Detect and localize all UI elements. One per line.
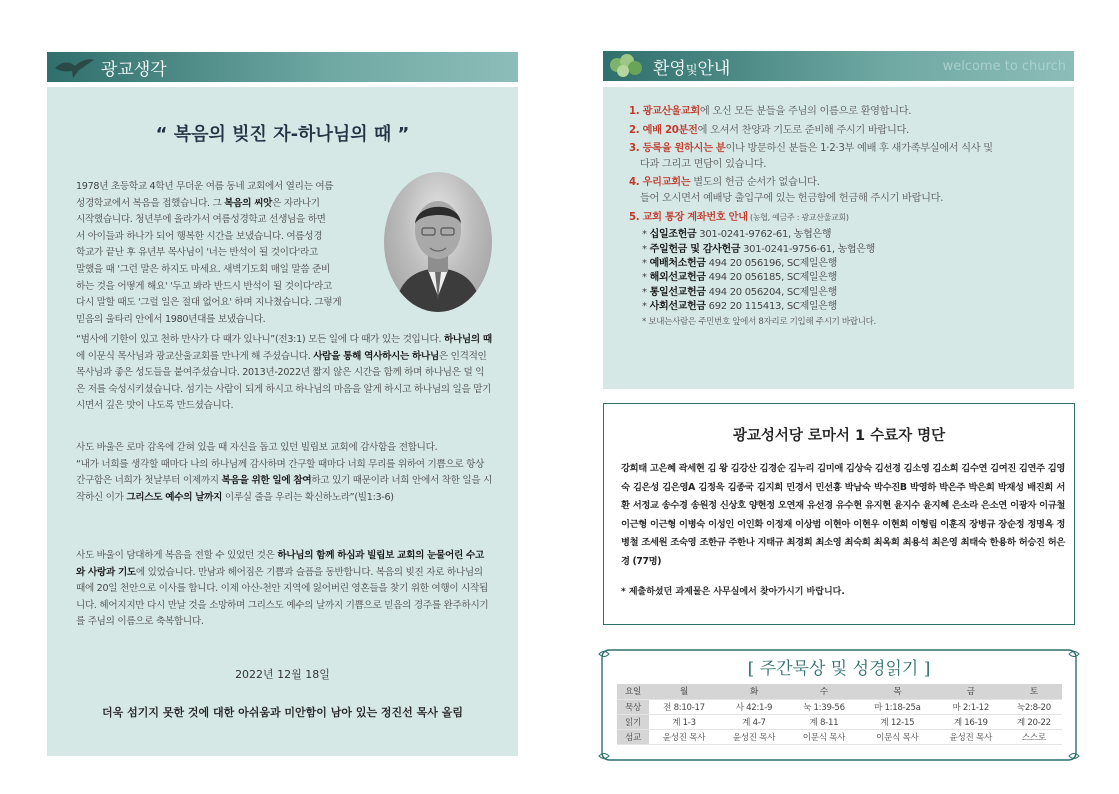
table-cell: 계 4-7 [719, 714, 789, 729]
leaf-icon [607, 53, 647, 79]
table-cell: 계 1-3 [649, 714, 719, 729]
welcome-item: 4. 우리교회는 별도의 헌금 순서가 없습니다. 들어 오시면서 예배당 출입구에 있는 헌금함에 헌금해 주시기 바랍니다. [629, 177, 944, 204]
table-cell: 금 [936, 684, 1006, 699]
roster-names: 강희태 고은혜 곽세현 김 왕 김강산 김경순 김누리 김미애 김상숙 김선경 김소영 김소희 김수연 김여진 김연주 김영숙 김은성 김은영A 김정욱 김종국 김지희 민경서 민선홍 박남숙 박수진B 박영하 박은주 박은희 박재성 배진희 서 환 서정교 송수경 송원정 신상호 양현정 오연재 유선경 유수현 유지현 윤지수 윤지혜 은소라 은소연 이광자 이규철 이근형 이근형 이병숙 이성인 이인화 이정재 이상범 이현아 이현우 이현희 이형림 이훈직 장병규 장순정 정명옥 정병철 조세원 조숙영 조한규 주한나 지태규 최경희 최소영 최숙희 최옥희 최용석 최은영 최태숙 한용하 허승진 허은경 (77명) [621, 463, 1065, 567]
sermon-paragraph-2: “범사에 기한이 있고 천하 만사가 다 때가 있나니”(전3:1) 모든 일에 다 때가 있는 것입니다. 하나님의 때에 이문식 목사님과 광교산울교회를 만나게 해 주셨습니다. 사람을 통해 역사하시는 하나님은 인격적인 목사님과 좋은 성도들을 붙여주셨습니다. 2013년-2022년 짧지 않은 시간을 함께 하며 하나님은 덜 익은 저를 숙성시키셨습니다. 섬기는 사람이 되게 하시고 하나님의 마음을 알게 하시고 하나님의 일을 맡기시면서 깊은 맛이 나도록 만드셨습니다. [76, 334, 492, 412]
welcome-item: 5. 교회 통장 계좌번호 안내 (농협, 예금주 : 광교산울교회) [629, 211, 849, 223]
table-row [617, 729, 1062, 744]
welcome-panel [603, 87, 1074, 389]
paragraph-line: 믿음의 울타리 안에서 1980년대를 보냈습니다. [76, 313, 266, 325]
paragraph-line: 하는 것을 어떻게 해요' '두고 봐라 반드시 반석이 될 것이다'라고 [76, 280, 332, 292]
welcome-english: welcome to church [942, 58, 1066, 74]
table-cell: 윤성진 목사 [649, 729, 719, 744]
weekly-table [617, 684, 1062, 745]
roster-note: * 제출하셨던 과제물은 사무실에서 찾아가시기 바랍니다. [621, 587, 845, 597]
sermon-paragraph-4: 사도 바울이 담대하게 복음을 전할 수 있었던 것은 하나님의 함께 하심과 빌립보 교회의 눈물어린 수고와 사랑과 기도에 있었습니다. 만남과 헤어짐은 기쁨과 슬픔을 동반합니다. 복음의 빚진 자로 하나님의 때에 20일 천안으로 이사를 합니다. 이제 아산-천안 지역에 잃어버린 영혼들을 찾기 위한 여행이 시작됩니다. 헤어지지만 다시 만날 것을 소망하며 그리스도 예수의 날까지 기쁨으로 믿음의 경주를 완주하시기를 주님의 이름으로 축복합니다. [76, 550, 489, 628]
table-cell: 월 [649, 684, 719, 699]
table-cell: 목 [859, 684, 936, 699]
sermon-paragraph-1 [76, 179, 492, 328]
table-cell: 전 8:10-17 [649, 699, 719, 714]
section-title: 환영및안내 [653, 58, 731, 79]
roster-panel [603, 403, 1075, 625]
table-cell: 계 8-11 [789, 714, 859, 729]
account-row: * 사회선교헌금 692 20 115413, SC제일은행 [642, 301, 838, 313]
sermon-title: “ 복음의 빚진 자-하나님의 때 ” [155, 124, 410, 145]
paragraph-line: 시작했습니다. 청년부에 올라가서 여름성경학교 선생님을 하면 [76, 214, 326, 226]
paragraph-line: 다시 말할 때도 '그럴 일은 절대 없어요' 하며 지나쳤습니다. 그렇게 [76, 297, 342, 309]
table-row [617, 714, 1062, 729]
table-header-row [617, 684, 1062, 699]
table-cell: 이문식 목사 [859, 729, 936, 744]
sermon-paragraph-3: 사도 바울은 로마 감옥에 갇혀 있을 때 자신을 돕고 있던 빌립보 교회에 감사함을 전합니다. “내가 너희를 생각할 때마다 나의 하나님께 감사하며 간구할 때마다 너희 무리를 위하여 기쁨으로 항상 간구함은 너희가 첫날부터 이제까지 복음을 위한 일에 참여하고 있기 때문이라 너희 안에서 착한 일을 시작하신 이가 그리스도 예수의 날까지 이루실 줄을 우리는 확신하노라”(빌1:3-6) [76, 442, 493, 503]
paragraph-line: 서 아이들과 하나가 되어 행복한 시간을 보냈습니다. 여름성경 [76, 230, 323, 242]
table-cell: 읽기 [617, 714, 649, 729]
table-cell: 윤성진 목사 [719, 729, 789, 744]
table-cell: 계 16-19 [936, 714, 1006, 729]
paragraph-line: 성경학교에서 복음을 접했습니다. 그 복음의 씨앗은 자라나기 [76, 197, 320, 209]
section-title: 광교생각 [101, 59, 167, 80]
table-cell: 눅 1:39-56 [789, 699, 859, 714]
account-row: * 예배처소헌금 494 20 056196, SC제일은행 [642, 257, 838, 269]
weekly-panel [598, 646, 1080, 764]
account-row: * 주일헌금 및 감사헌금 301-0241-9756-61, 농협은행 [642, 243, 876, 255]
table-cell: 계 12-15 [859, 714, 936, 729]
sermon-panel [47, 87, 518, 756]
table-cell: 이문식 목사 [789, 729, 859, 744]
table-cell: 스스로 [1006, 729, 1062, 744]
table-cell: 계 20-22 [1006, 714, 1062, 729]
table-cell: 화 [719, 684, 789, 699]
account-note: * 보내는사람은 주민번호 앞에서 8자리로 기입해 주시기 바랍니다. [642, 316, 876, 327]
sermon-date: 2022년 12월 18일 [235, 668, 330, 681]
account-row: * 통일선교헌금 494 20 056204, SC제일은행 [642, 286, 838, 298]
table-cell: 섬교 [617, 729, 649, 744]
paragraph-line: 학교가 끝난 후 유년부 목사님이 '너는 반석이 될 것이다'라고 [76, 247, 318, 259]
section-header-right [603, 51, 1074, 81]
welcome-item: 3. 등록을 원하시는 분이나 방문하신 분들은 1·2·3부 예배 후 새가족부실에서 식사 및 다과 그리고 면담이 있습니다. [629, 143, 993, 170]
table-cell: 마 2:1-12 [936, 699, 1006, 714]
bird-icon [53, 54, 95, 80]
table-cell: 수 [789, 684, 859, 699]
account-row: * 해외선교헌금 494 20 056185, SC제일은행 [642, 272, 838, 284]
table-row [617, 699, 1062, 714]
table-cell: 눅2:8-20 [1006, 699, 1062, 714]
table-cell: 윤성진 목사 [936, 729, 1006, 744]
section-header-left [47, 52, 518, 82]
table-cell: 토 [1006, 684, 1062, 699]
table-cell: 마 1:18-25a [859, 699, 936, 714]
paragraph-line: 말했을 때 '그런 말은 하지도 마세요. 새벽기도회 매일 말씀 준비 [76, 263, 331, 275]
paragraph-line: 1978년 초등학교 4학년 무더운 여름 동네 교회에서 열리는 여름 [76, 181, 334, 192]
table-cell: 요일 [617, 684, 649, 699]
weekly-title: [ 주간묵상 및 성경읽기 ] [747, 659, 931, 679]
welcome-item: 1. 광교산울교회에 오신 모든 분들을 주님의 이름으로 환영합니다. [629, 106, 912, 117]
account-row: * 십일조헌금 301-0241-9762-61, 농협은행 [642, 229, 832, 241]
table-cell: 묵상 [617, 699, 649, 714]
roster-title: 광교성서당 로마서 1 수료자 명단 [732, 428, 946, 444]
table-cell: 사 42:1-9 [719, 699, 789, 714]
sermon-signature: 더욱 섬기지 못한 것에 대한 아쉬움과 미안함이 남아 있는 정진선 목사 올림 [102, 706, 463, 719]
welcome-item: 2. 예배 20분전에 오셔서 찬양과 기도로 준비해 주시기 바랍니다. [629, 124, 909, 136]
